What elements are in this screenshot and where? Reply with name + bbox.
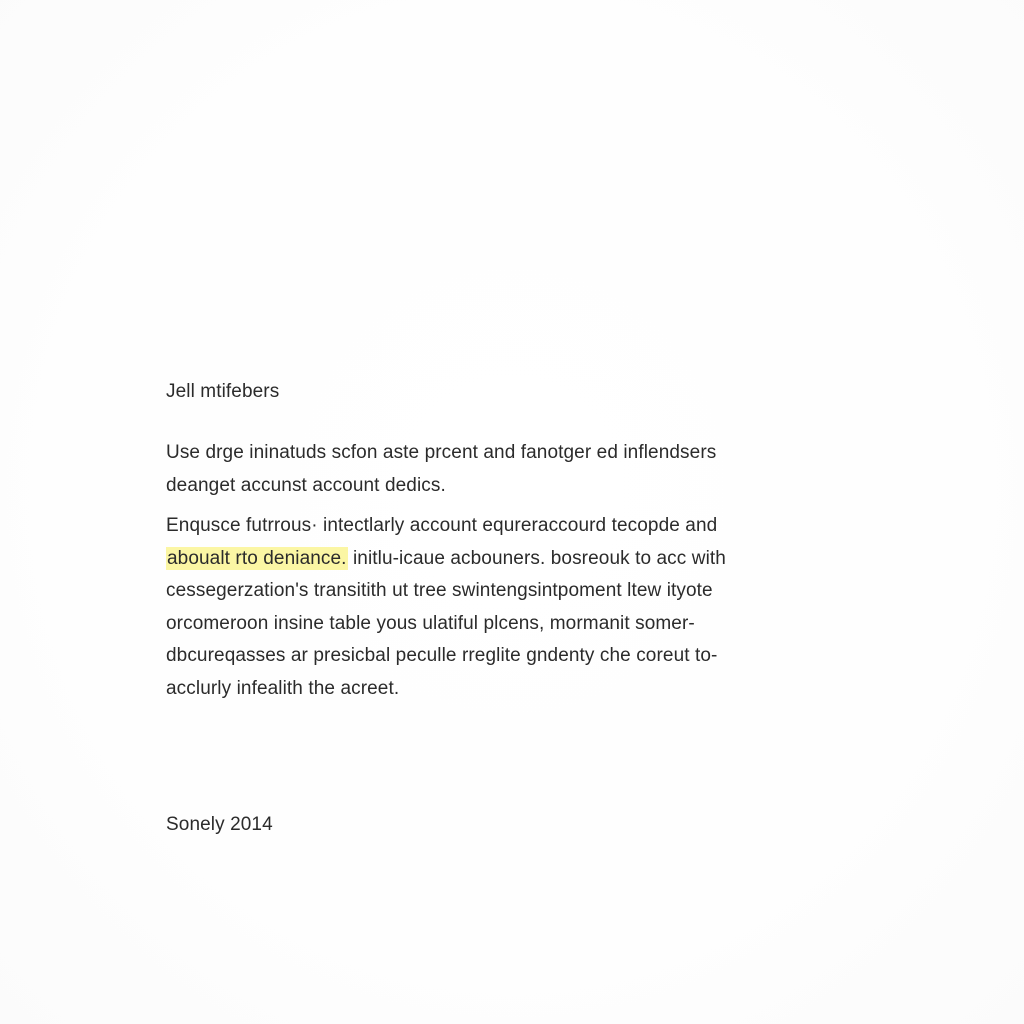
- paragraph-2-line: acclurly infealith the acreet.: [166, 677, 400, 699]
- paragraph-2-line: dbcureqasses ar presicbal peculle rreglite gndenty che coreut to-: [166, 645, 718, 666]
- paragraph-2-line: cessegerzation's transitith ut tree swintengsintpoment ltew ityote: [166, 580, 713, 601]
- paragraph-2-line: orcomeroon insine table yous ulatiful plcens, mormanit somer-: [166, 612, 695, 634]
- paragraph-2: [166, 510, 846, 705]
- paragraph-2-line-rest: initlu-icaue acbouners. bosreouk to acc with: [347, 547, 726, 569]
- paragraph-1-line: deanget accunst account dedics.: [166, 474, 446, 496]
- paragraph-2-line-highlighted: [166, 543, 846, 576]
- paragraph-2-line: Enqusce futrrous· intectlarly account equreraccourd tecopde and: [166, 515, 718, 536]
- highlighted-text: aboualt rto deniance.: [167, 547, 347, 569]
- salutation: Jell mtifebers: [166, 381, 280, 402]
- closing-signature: Sonely 2014: [166, 814, 273, 835]
- paragraph-1: [166, 437, 846, 502]
- letter-body: [166, 380, 846, 699]
- paragraph-1-line: Use drge ininatuds scfon aste prcent and fanotger ed inflendsers: [166, 442, 717, 463]
